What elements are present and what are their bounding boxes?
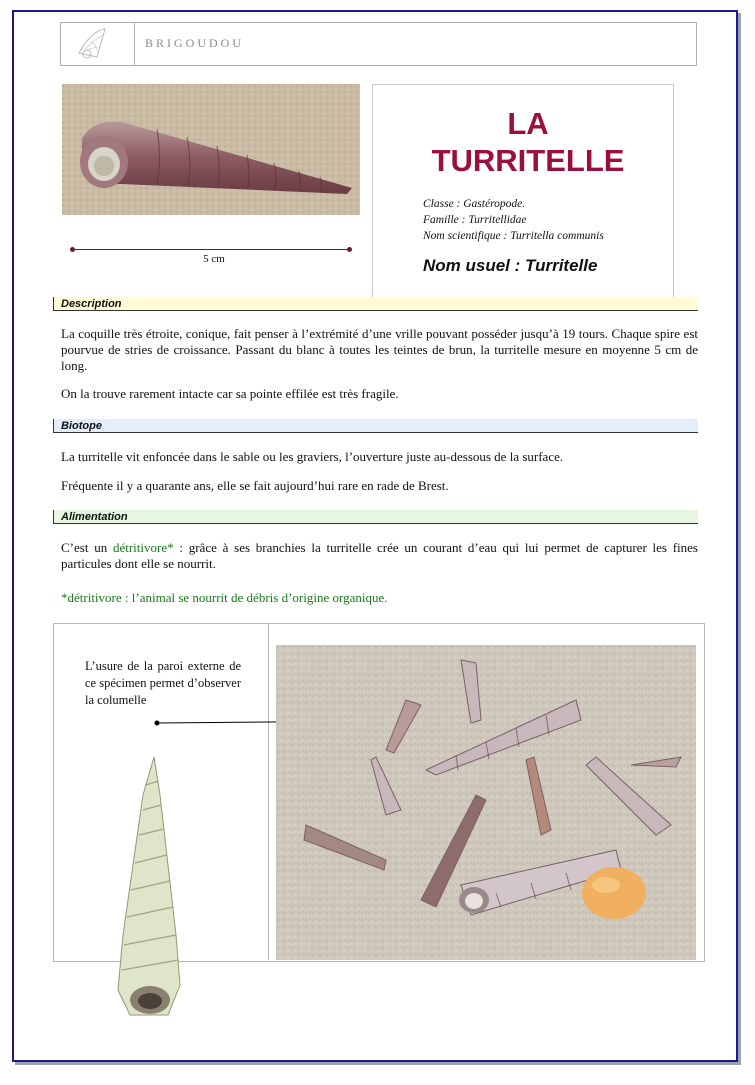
page-title: [373, 105, 683, 179]
title-line-2: TURRITELLE: [431, 143, 625, 178]
famille-text: Famille : Turritellidae: [423, 214, 527, 226]
detritivore-term: détritivore*: [112, 540, 174, 555]
scale-bar-start: [70, 247, 75, 252]
biotope-paragraph-1: La turritelle vit enfoncée dans le sable ou les graviers, l’ouverture juste au-dessous de la surface.: [61, 449, 564, 464]
title-line-1: LA: [507, 106, 549, 141]
scale-label: 5 cm: [203, 253, 225, 265]
brand-title: BRIGOUDOU: [145, 36, 244, 50]
title-box: [372, 84, 674, 299]
worn-shell-image: [98, 755, 193, 1020]
turritelle-photo: [62, 84, 360, 215]
header: [60, 22, 697, 66]
scale-bar-end: [347, 247, 352, 252]
shell-logo-icon: [61, 23, 135, 65]
alimentation-text-start: C’est un: [61, 540, 113, 555]
detritivore-footnote: *détritivore : l’animal se nourrit de débris d’origine organique.: [61, 590, 388, 605]
section-heading-description: Description: [53, 297, 698, 311]
classe-text: Classe : Gastéropode.: [423, 198, 526, 210]
shells-on-sand-photo: [276, 645, 696, 960]
classification: [423, 196, 604, 244]
alimentation-text-end: : grâce à ses branchies la turritelle crée un courant d’eau qui lui permet de capturer les fines particules dont elle se nourrit.: [61, 540, 698, 571]
description-paragraph-1: La coquille très étroite, conique, fait penser à l’extrémité d’une vrille pouvant posséder jusqu’à 19 tours. Chaque spire est pourvue de stries de croissance. Passant du blanc à toutes les teintes de brun, la turritelle mesure en moyenne 5 cm de long.: [61, 326, 698, 373]
scale-bar: [72, 249, 350, 250]
columelle-note: L’usure de la paroi externe de ce spécimen permet d’observer la columelle: [85, 659, 241, 707]
alimentation-paragraph: [61, 540, 698, 572]
section-heading-alimentation: Alimentation: [53, 510, 698, 524]
common-name: Nom usuel : Turritelle: [423, 256, 598, 275]
scientific-name-text: Nom scientifique : Turritella communis: [423, 230, 604, 242]
bottom-divider: [268, 623, 269, 960]
description-paragraph-2: On la trouve rarement intacte car sa pointe effilée est très fragile.: [61, 386, 399, 401]
section-heading-biotope: Biotope: [53, 419, 698, 433]
biotope-paragraph-2: Fréquente il y a quarante ans, elle se fait aujourd’hui rare en rade de Brest.: [61, 478, 449, 493]
